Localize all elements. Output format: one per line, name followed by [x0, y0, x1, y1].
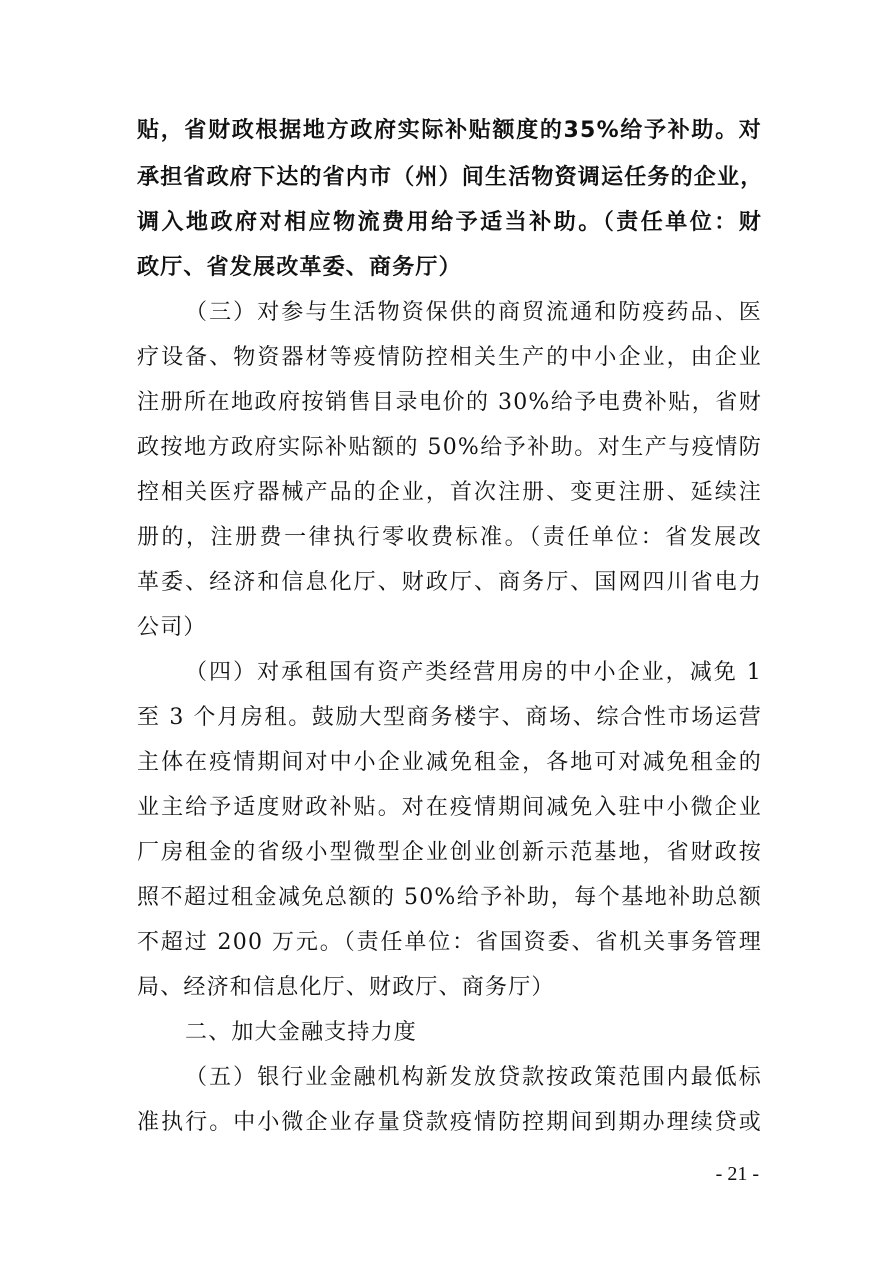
text-line: 册的，注册费一律执行零收费标准。（责任单位：省发展改 [137, 525, 762, 550]
text-line: 贴，省财政根据地方政府实际补贴额度的35%给予补助。对 [137, 118, 762, 143]
page-number: - 21 - [715, 1163, 759, 1185]
text-line: 照不超过租金减免总额的 50%给予补助，每个基地补助总额 [137, 885, 762, 910]
text-line: 公司） [137, 615, 207, 640]
paragraph-start-line: （四）对承租国有资产类经营用房的中小企业，减免 1 [185, 660, 762, 685]
text-line: 革委、经济和信息化厅、财政厅、商务厅、国网四川省电力 [137, 570, 762, 595]
text-line: 政按地方政府实际补贴额的 50%给予补助。对生产与疫情防 [137, 435, 762, 460]
text-line: 控相关医疗器械产品的企业，首次注册、变更注册、延续注 [137, 480, 762, 505]
text-line: 厂房租金的省级小型微型企业创业创新示范基地，省财政按 [137, 840, 762, 865]
section-heading: 二、加大金融支持力度 [185, 1020, 418, 1045]
text-line: 业主给予适度财政补贴。对在疫情期间减免入驻中小微企业 [137, 795, 762, 820]
text-line: 准执行。中小微企业存量贷款疫情防控期间到期办理续贷或 [137, 1110, 762, 1135]
text-line: 至 3 个月房租。鼓励大型商务楼宇、商场、综合性市场运营 [137, 705, 762, 730]
text-line: 疗设备、物资器材等疫情防控相关生产的中小企业，由企业 [137, 345, 762, 370]
text-line: 调入地政府对相应物流费用给予适当补助。（责任单位：财 [137, 210, 762, 235]
text-line: 承担省政府下达的省内市（州）间生活物资调运任务的企业， [137, 165, 764, 190]
text-line: 注册所在地政府按销售目录电价的 30%给予电费补贴，省财 [137, 390, 762, 415]
paragraph-start-line: （三）对参与生活物资保供的商贸流通和防疫药品、医 [185, 300, 762, 325]
text-line: 局、经济和信息化厅、财政厅、商务厅） [137, 975, 555, 1000]
text-line: 不超过 200 万元。（责任单位：省国资委、省机关事务管理 [137, 930, 762, 955]
text-line: 政厅、省发展改革委、商务厅） [137, 255, 462, 280]
text-line: 主体在疫情期间对中小企业减免租金，各地可对减免租金的 [137, 750, 762, 775]
paragraph-start-line: （五）银行业金融机构新发放贷款按政策范围内最低标 [185, 1065, 762, 1090]
